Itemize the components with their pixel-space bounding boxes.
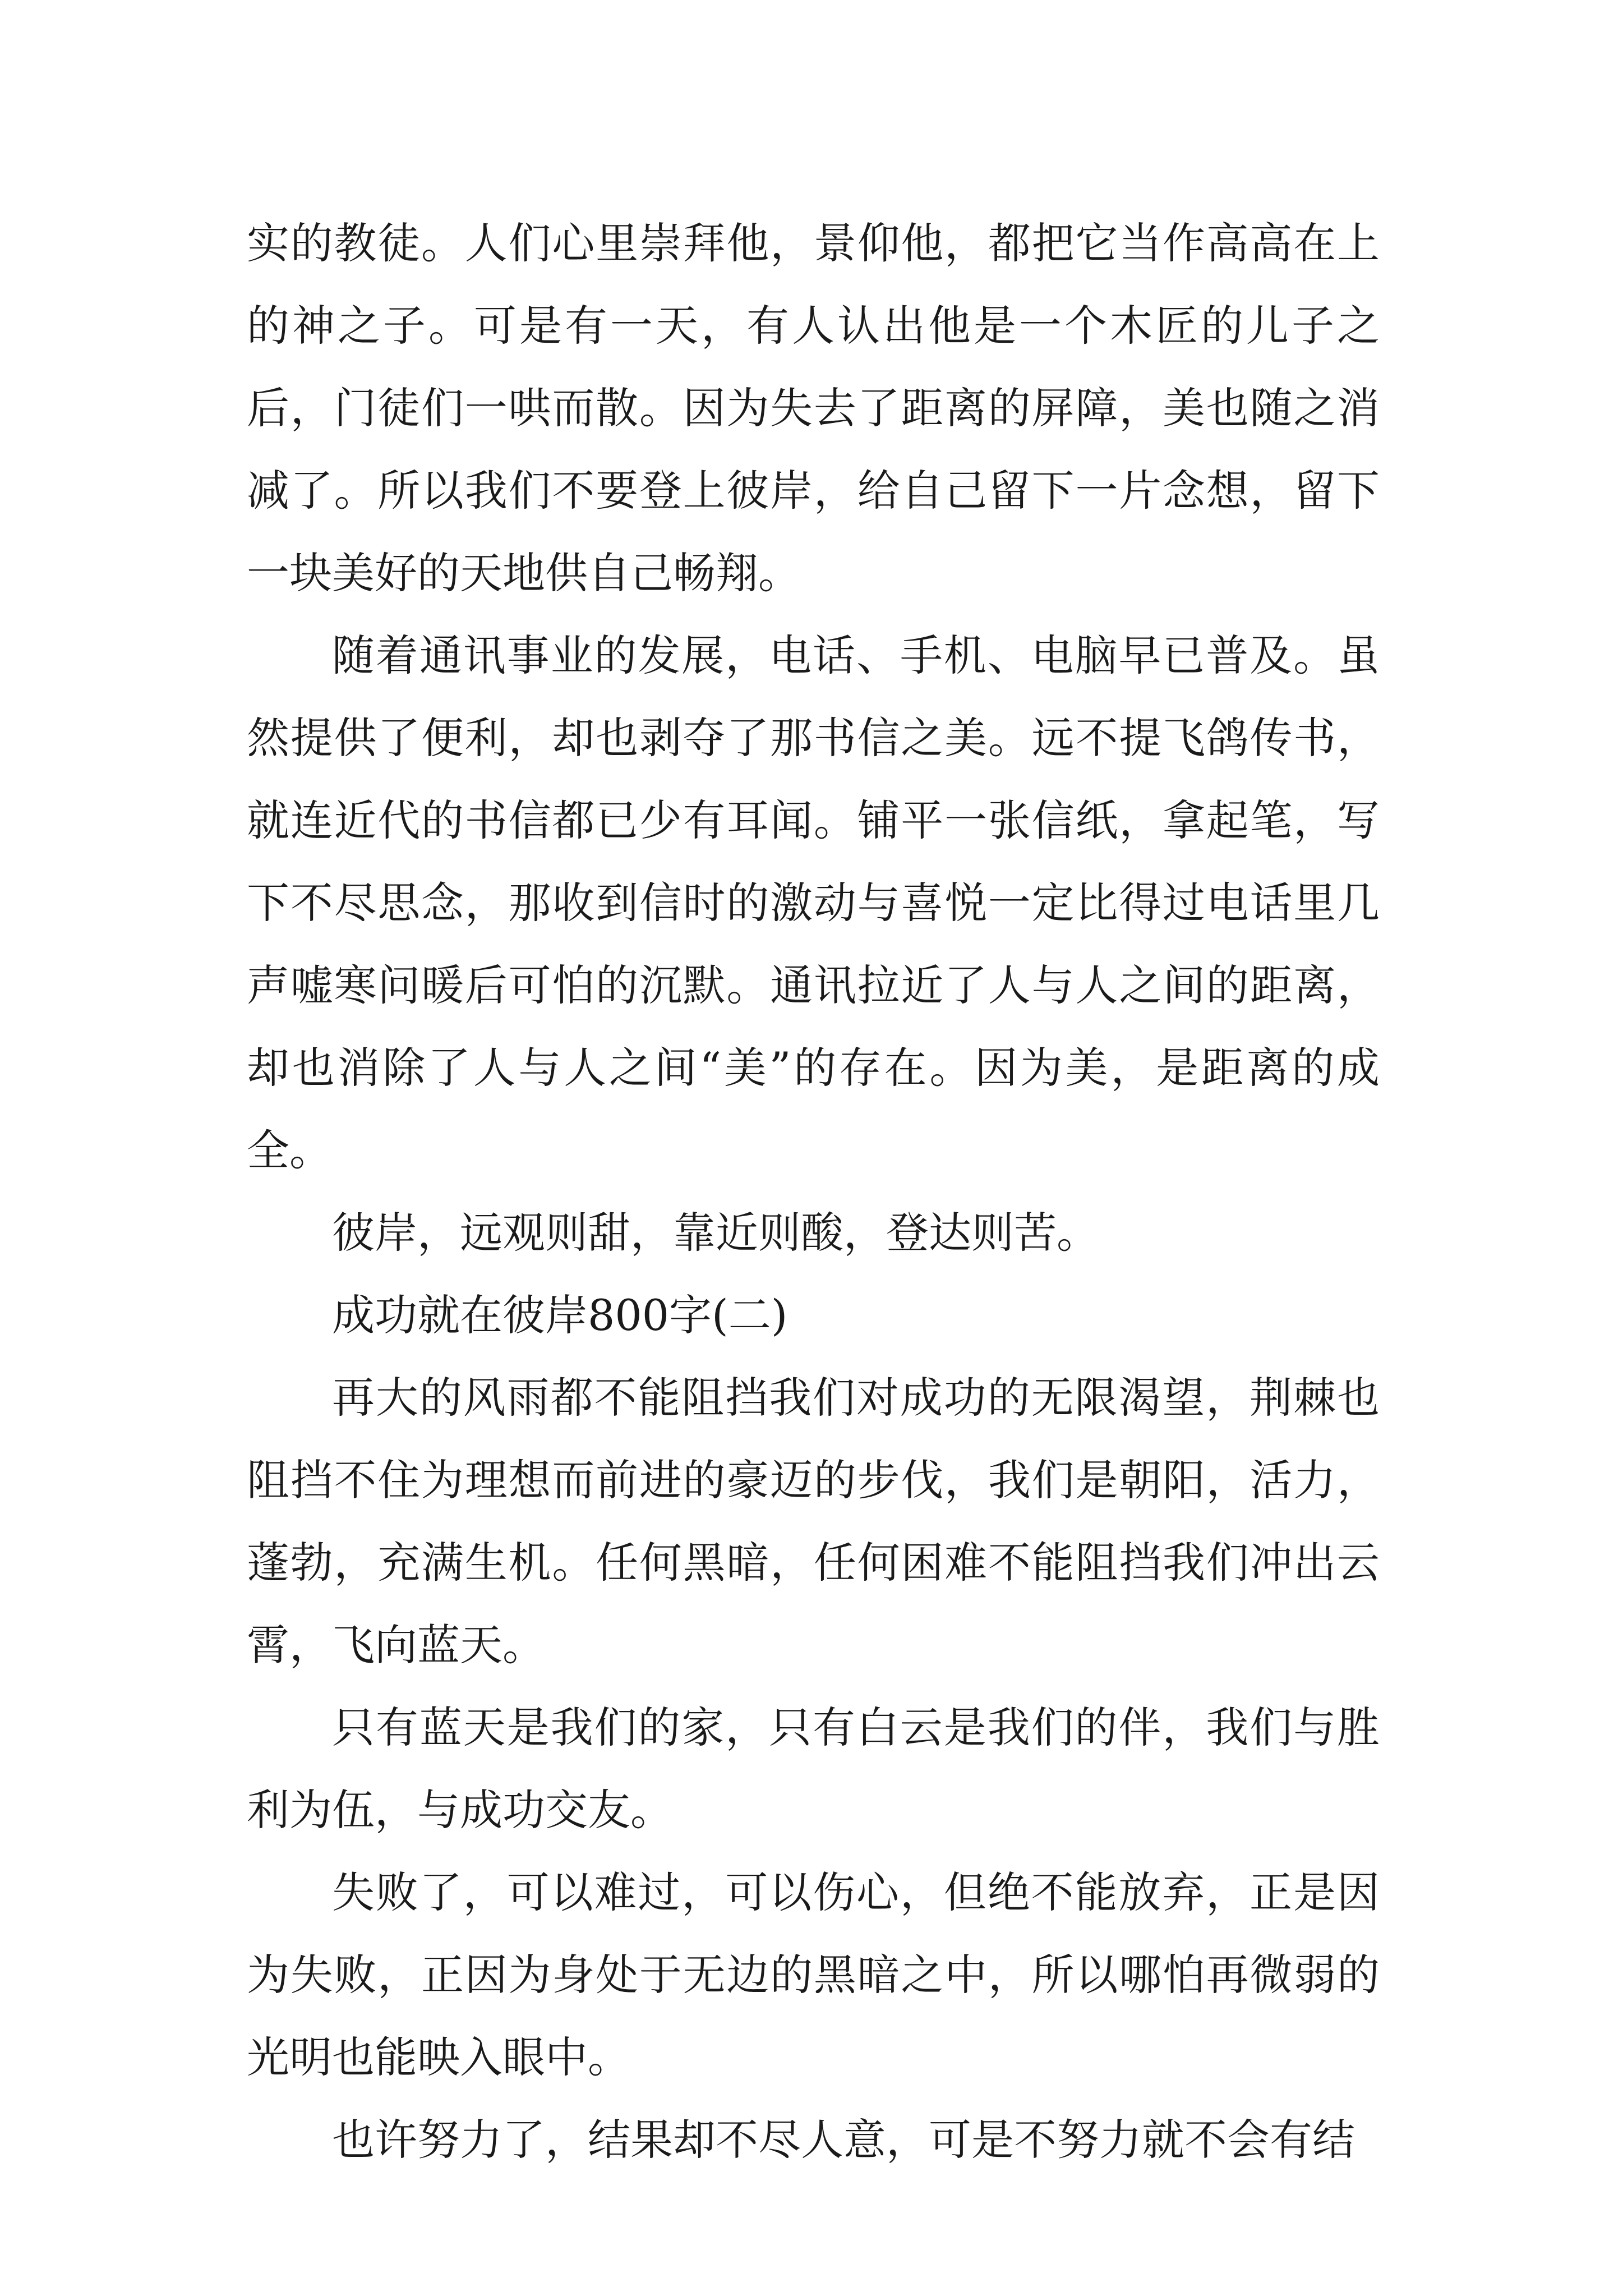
paragraph: 彼岸，远观则甜，靠近则酸，登达则苦。 [332,1208,1099,1258]
paragraph: 再大的风雨都不能阻挡我们对成功的无限渴望，荆棘也阻挡不住为理想而前进的豪迈的步伐，我们是朝阳，活力，蓬勃，充满生机。任何黑暗，任何困难不能阻挡我们冲出云霄，飞向蓝天。 [247,1373,1380,1670]
paragraph: 实的教徒。人们心里崇拜他，景仰他，都把它当作高高在上的神之子。可是有一天，有人认出他是一个木匠的儿子之后，门徒们一哄而散。因为失去了距离的屏障，美也随之消减了。所以我们不要登上彼岸，给自己留下一片念想，留下一块美好的天地供自己畅翔。 [247,218,1380,598]
document-body [247,202,1380,2181]
section-heading: 成功就在彼岸800字(二) [332,1290,788,1340]
paragraph: 也许努力了，结果却不尽人意，可是不努力就不会有结 [332,2115,1355,2165]
paragraph: 失败了，可以难过，可以伤心，但绝不能放弃，正是因为失败，正因为身处于无边的黑暗之中，所以哪怕再微弱的光明也能映入眼中。 [247,1867,1380,2082]
paragraph: 只有蓝天是我们的家，只有白云是我们的伴，我们与胜利为伍，与成功交友。 [247,1703,1380,1835]
paragraph: 随着通讯事业的发展，电话、手机、电脑早已普及。虽然提供了便利，却也剥夺了那书信之美。远不提飞鸽传书，就连近代的书信都已少有耳闻。铺平一张信纸，拿起笔，写下不尽思念，那收到信时的激动与喜悦一定比得过电话里几声嘘寒问暖后可怕的沉默。通讯拉近了人与人之间的距离，却也消除了人与人之间“美”的存在。因为美，是距离的成全。 [247,631,1380,1175]
